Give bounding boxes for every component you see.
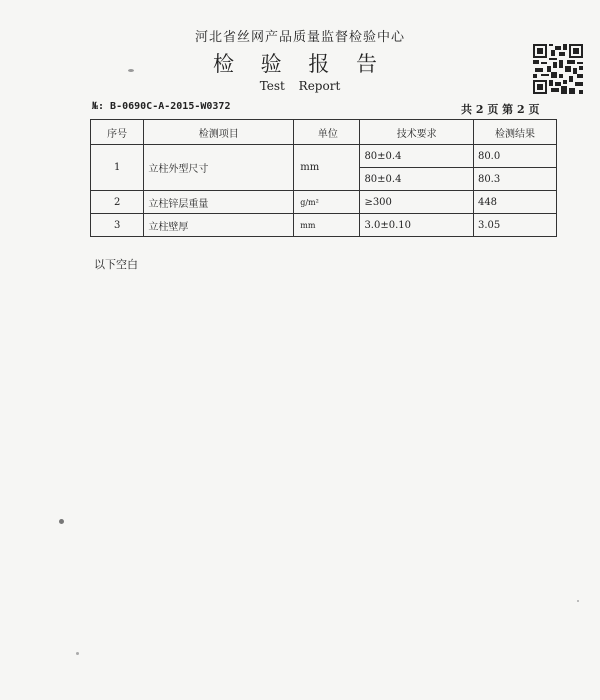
scan-speck <box>577 600 579 602</box>
scan-speck <box>59 519 64 524</box>
table-row <box>91 214 557 237</box>
organization-name: 河北省丝网产品质量监督检验中心 <box>194 30 405 45</box>
row-result: 80.3 <box>473 168 556 191</box>
qr-code-icon <box>533 44 583 94</box>
row-result: 3.05 <box>473 214 556 237</box>
table-row <box>91 145 557 168</box>
row-serial-no: 2 <box>91 191 144 214</box>
row-unit: g/m² <box>294 191 360 214</box>
table-row <box>91 191 557 214</box>
report-number: №: B-0690C-A-2015-W0372 <box>92 101 231 112</box>
row-requirement: 80±0.4 <box>360 145 474 168</box>
row-unit: mm <box>294 145 360 191</box>
row-unit: mm <box>294 214 360 237</box>
row-requirement: ≥300 <box>360 191 474 214</box>
row-requirement: 80±0.4 <box>360 168 474 191</box>
row-test-item: 立柱壁厚 <box>144 214 294 237</box>
row-test-item: 立柱锌层重量 <box>144 191 294 214</box>
page-title: 检 验 报 告 <box>212 52 388 76</box>
page-subtitle: Test Report <box>259 79 341 93</box>
table-header-row <box>91 120 557 145</box>
row-result: 80.0 <box>473 145 556 168</box>
row-result: 448 <box>473 191 556 214</box>
row-requirement: 3.0±0.10 <box>360 214 474 237</box>
blank-below-note: 以下空白 <box>94 258 138 271</box>
scan-speck <box>128 69 134 72</box>
header-requirement: 技术要求 <box>360 120 474 145</box>
row-serial-no: 3 <box>91 214 144 237</box>
header-result: 检测结果 <box>473 120 556 145</box>
inspection-results-table <box>90 119 557 237</box>
row-serial-no: 1 <box>91 145 144 191</box>
header-unit: 单位 <box>294 120 360 145</box>
header-test-item: 检测项目 <box>144 120 294 145</box>
row-test-item: 立柱外型尺寸 <box>144 145 294 191</box>
header-serial-no: 序号 <box>91 120 144 145</box>
scan-speck <box>76 652 79 655</box>
page-counter: 共 2 页 第 2 页 <box>461 103 540 116</box>
